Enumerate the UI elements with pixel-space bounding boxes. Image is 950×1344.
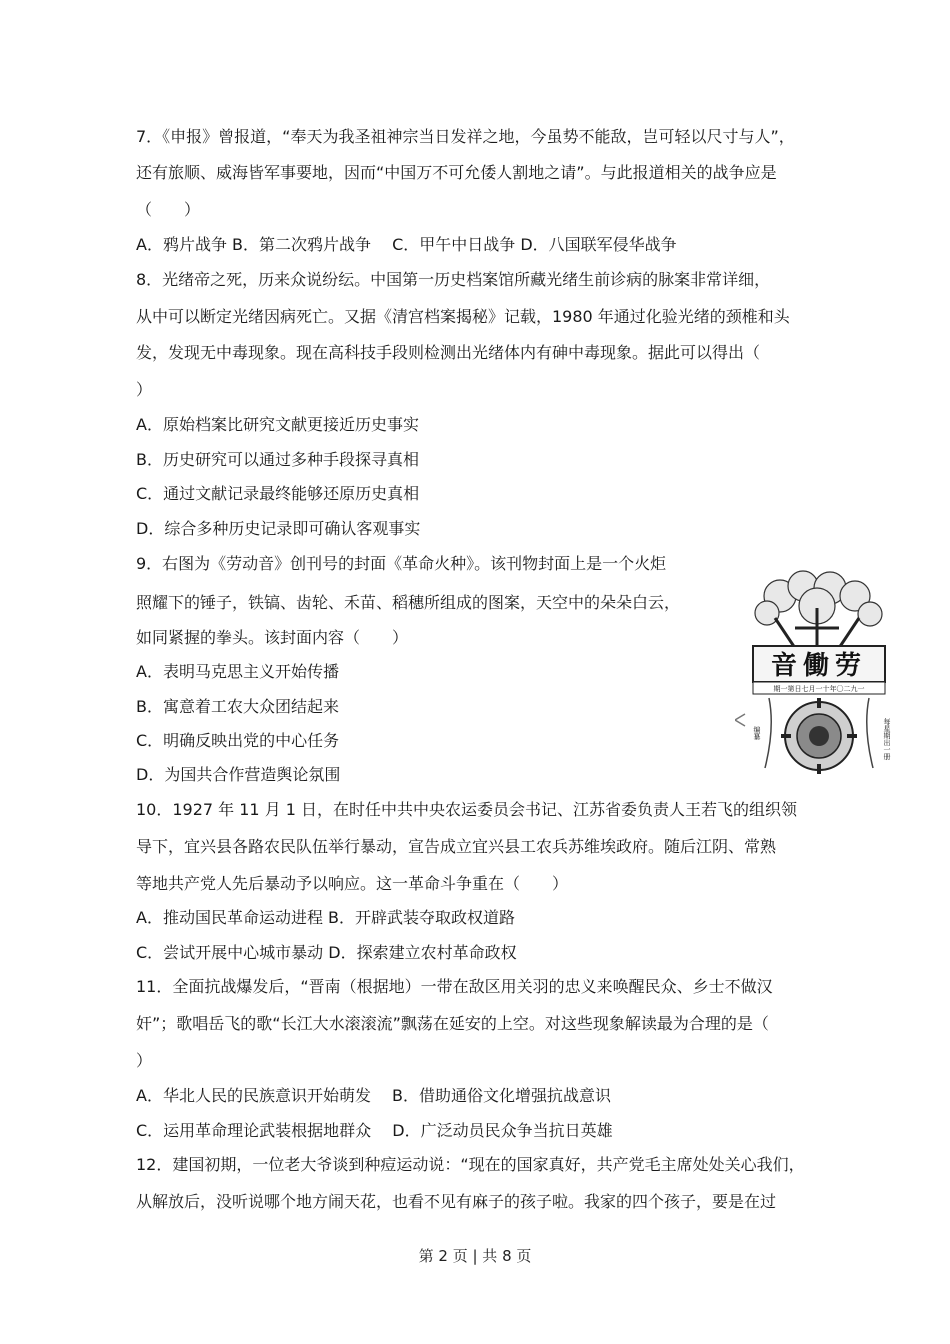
- text-line: C．运用革命理论武装根据地群众 D．广泛动员民众争当抗日英雄: [136, 1121, 613, 1140]
- laodongyin-cover-image: [735, 568, 900, 778]
- text-line: 12．建国初期，一位老大爷谈到种痘运动说：“现在的国家真好，共产党毛主席处处关心我们，: [136, 1155, 805, 1174]
- text-line: D．为国共合作营造舆论氛围: [136, 765, 341, 784]
- text-line: 导下，宜兴县各路农民队伍举行暴动，宣告成立宜兴县工农兵苏维埃政府。随后江阴、常熟: [136, 837, 777, 856]
- text-line: 从解放后，没听说哪个地方闹天花，也看不见有麻子的孩子啦。我家的四个孩子，要是在过: [136, 1192, 777, 1211]
- text-line: 10．1927 年 11 月 1 日，在时任中共中央农运委员会书记、江苏省委负责人王若飞的组织领: [136, 800, 798, 819]
- text-line: 如同紧握的拳头。该封面内容（ ）: [136, 628, 409, 647]
- text-line: ）: [136, 380, 153, 399]
- cover-illustration: [735, 568, 900, 778]
- text-line: 奸”；歌唱岳飞的歌“长江大水滚滚流”飘荡在延安的上空。对这些现象解读最为合理的是（: [136, 1014, 769, 1033]
- text-line: C．通过文献记录最终能够还原历史真相: [136, 484, 420, 503]
- text-line: 8．光绪帝之死，历来众说纷纭。中国第一历史档案馆所藏光绪生前诊病的脉案非常详细，: [136, 270, 771, 289]
- text-line: 等地共产党人先后暴动予以响应。这一革命斗争重在（ ）: [136, 874, 569, 893]
- text-line: A．表明马克思主义开始传播: [136, 662, 339, 681]
- text-line: A．华北人民的民族意识开始萌发 B．借助通俗文化增强抗战意识: [136, 1086, 612, 1105]
- text-line: B．历史研究可以通过多种手段探寻真相: [136, 450, 419, 469]
- text-line: B．寓意着工农大众团结起来: [136, 697, 339, 716]
- text-line: 照耀下的锤子，铁镐、齿轮、禾苗、稻穗所组成的图案，天空中的朵朵白云，: [136, 593, 681, 612]
- text-line: D．综合多种历史记录即可确认客观事实: [136, 519, 421, 538]
- text-line: 9．右图为《劳动音》创刊号的封面《革命火种》。该刊物封面上是一个火炬: [136, 554, 667, 573]
- text-line: ）: [136, 1051, 153, 1070]
- cover-date: 期一第日七月一十年〇二九一: [773, 685, 865, 693]
- text-line: C．尝试开展中心城市暴动 D．探索建立农村革命政权: [136, 943, 517, 962]
- text-line: 7．《申报》曾报道，“奉天为我圣祖神宗当日发祥之地，今虽势不能敌，岂可轻以尺寸与人”，: [136, 127, 795, 146]
- page-footer: 第 2 页 | 共 8 页: [418, 1247, 532, 1265]
- text-line: 还有旅顺、威海皆军事要地，因而“中国万不可允倭人割地之请”。与此报道相关的战争应是: [136, 163, 777, 182]
- text-line: A．原始档案比研究文献更接近历史事实: [136, 415, 419, 434]
- text-line: C．明确反映出党的中心任务: [136, 731, 340, 750]
- text-line: A．鸦片战争 B．第二次鸦片战争 C．甲午中日战争 D．八国联军侵华战争: [136, 235, 677, 254]
- text-line: 从中可以断定光绪因病死亡。又据《清宫档案揭秘》记载，1980 年通过化验光绪的颈椎和头: [136, 307, 790, 326]
- cover-side-left: 编纂: [753, 726, 761, 740]
- text-line: A．推动国民革命运动进程 B．开辟武装夺取政权道路: [136, 908, 516, 927]
- text-line: （ ）: [136, 200, 201, 219]
- cover-side-right: 每星期出一册: [883, 718, 891, 760]
- text-line: 发，发现无中毒现象。现在高科技手段则检测出光绪体内有砷中毒现象。据此可以得出（: [136, 343, 761, 362]
- text-line: 11．全面抗战爆发后，“晋南（根据地）一带在敌区用关羽的忠义来唤醒民众、乡士不做汉: [136, 977, 773, 996]
- cover-title: 音働劳: [770, 651, 868, 681]
